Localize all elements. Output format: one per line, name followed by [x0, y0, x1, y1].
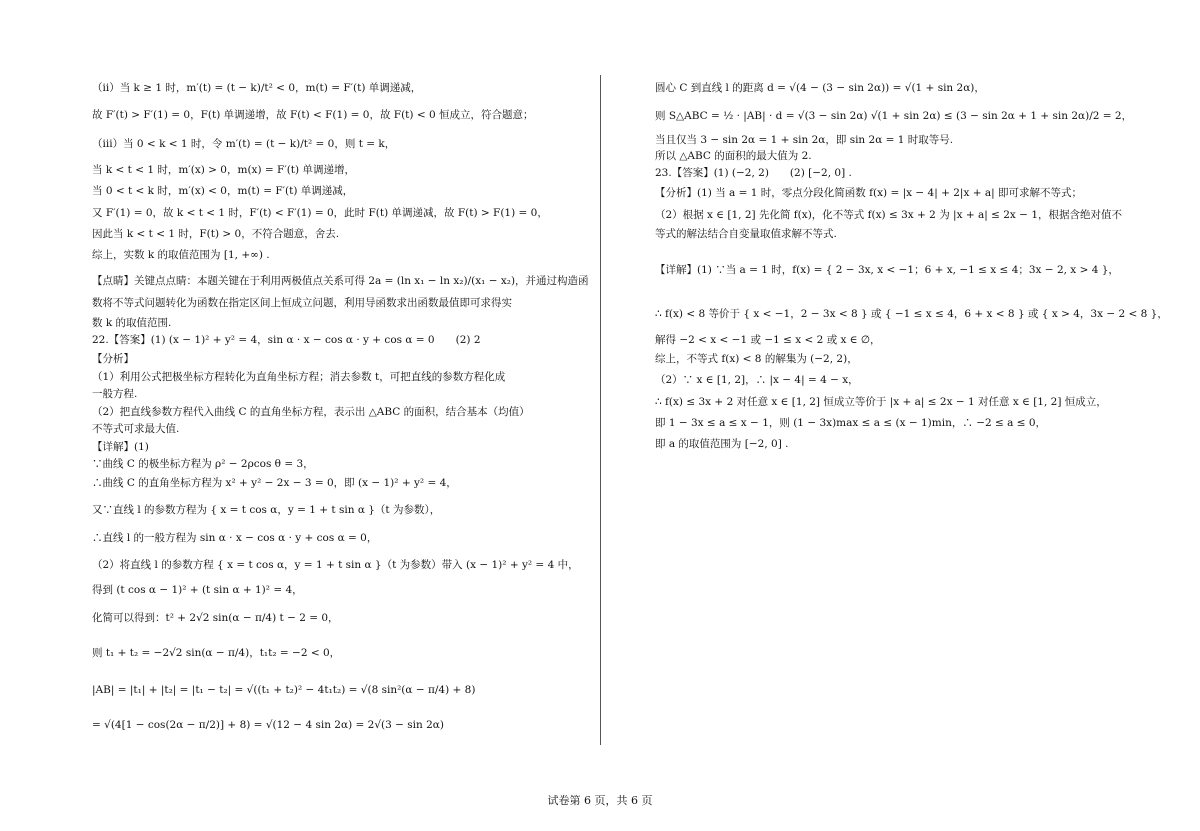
text-line: ∴ f(x) ≤ 3x + 2 对任意 x ∈ [1, 2] 恒成立等价于 |x + a| ≤ 2x − 1 对任意 x ∈ [1, 2] 恒成立，	[655, 396, 1107, 408]
text-line: 当 0 < t < k 时，m′(x) < 0，m(t) = F′(t) 单调递减，	[92, 185, 354, 197]
text-line: 解得 −2 < x < −1 或 −1 ≤ x < 2 或 x ∈ ∅，	[655, 334, 881, 346]
text-line: 数将不等式问题转化为函数在指定区间上恒成立问题，利用导函数求出函数最值即可求得实	[92, 297, 512, 309]
text-line: 【分析】(1) 当 a = 1 时，零点分段化简函数 f(x) = |x − 4| + 2|x + a| 即可求解不等式；	[655, 187, 1082, 199]
text-line: 【点睛】关键点点睛：本题关键在于利用两极值点关系可得 2a = (ln x₁ − ln x₂)/(x₁ − x₂)，并通过构造函	[92, 275, 589, 287]
text-line: 则 t₁ + t₂ = −2√2 sin(α − π/4)，t₁t₂ = −2 < 0，	[92, 647, 341, 659]
text-line: （2）将直线 l 的参数方程 { x = t cos α，y = 1 + t sin α }（t 为参数）带入 (x − 1)² + y² = 4 中，	[92, 559, 579, 571]
text-line: 圆心 C 到直线 l 的距离 d = √(4 − (3 − sin 2α)) = √(1 + sin 2α)，	[655, 82, 985, 94]
text-line: （2）∵ x ∈ [1, 2]，∴ |x − 4| = 4 − x，	[655, 374, 859, 386]
text-line: 当 k < t < 1 时，m′(x) > 0，m(x) = F′(t) 单调递增，	[92, 164, 355, 176]
text-line: 所以 △ABC 的面积的最大值为 2.	[655, 150, 812, 162]
text-line: 综上，不等式 f(x) < 8 的解集为 (−2, 2)，	[655, 353, 858, 365]
text-line: 【详解】(1) ∵当 a = 1 时，f(x) = { 2 − 3x, x < −1；6 + x, −1 ≤ x ≤ 4；3x − 2, x > 4 }，	[655, 264, 1119, 276]
text-line: |AB| = |t₁| + |t₂| = |t₁ − t₂| = √((t₁ + t₂)² − 4t₁t₂) = √(8 sin²(α − π/4) + 8)	[92, 684, 476, 696]
text-line: 又∵直线 l 的参数方程为 { x = t cos α，y = 1 + t sin α }（t 为参数），	[92, 504, 441, 516]
text-line: 数 k 的取值范围.	[92, 317, 172, 329]
text-line: 当且仅当 3 − sin 2α = 1 + sin 2α，即 sin 2α = 1 时取等号.	[655, 134, 954, 146]
text-line: = √(4[1 − cos(2α − π/2)] + 8) = √(12 − 4 sin 2α) = 2√(3 − sin 2α)	[92, 719, 444, 731]
page-footer: 试卷第 6 页，共 6 页	[547, 794, 653, 807]
text-line: （iii）当 0 < k < 1 时，令 m′(t) = (t − k)/t² = 0，则 t = k，	[92, 138, 396, 150]
text-line: ∴曲线 C 的直角坐标方程为 x² + y² − 2x − 3 = 0，即 (x − 1)² + y² = 4，	[92, 477, 457, 489]
text-line: 【分析】	[92, 353, 134, 365]
text-line: 则 S△ABC = ½ · |AB| · d = √(3 − sin 2α) √(1 + sin 2α) ≤ (3 − sin 2α + 1 + sin 2α)/2 = 2，	[655, 110, 1133, 122]
text-line: 综上，实数 k 的取值范围为 [1, +∞) .	[92, 249, 270, 261]
text-line: ∴直线 l 的一般方程为 sin α · x − cos α · y + cos α = 0，	[92, 532, 378, 544]
text-line: 化简可以得到：t² + 2√2 sin(α − π/4) t − 2 = 0，	[92, 612, 339, 624]
text-line: ∵曲线 C 的极坐标方程为 ρ² − 2ρcos θ = 3，	[92, 458, 314, 470]
text-line: （2）根据 x ∈ [1, 2] 先化简 f(x)，化不等式 f(x) ≤ 3x + 2 为 |x + a| ≤ 2x − 1，根据含绝对值不	[655, 209, 1122, 221]
text-line: 又 F′(1) = 0，故 k < t < 1 时，F′(t) < F′(1) = 0，此时 F(t) 单调递减，故 F(t) > F(1) = 0，	[92, 207, 548, 219]
text-line: （ii）当 k ≥ 1 时，m′(t) = (t − k)/t² < 0，m(t) = F′(t) 单调递减，	[92, 82, 422, 94]
text-line: 因此当 k < t < 1 时，F(t) > 0，不符合题意，舍去.	[92, 228, 340, 240]
text-line: 即 a 的取值范围为 [−2, 0] .	[655, 438, 789, 450]
text-line: 23.【答案】(1) (−2, 2) (2) [−2, 0] .	[655, 167, 852, 179]
text-line: 即 1 − 3x ≤ a ≤ x − 1，则 (1 − 3x)max ≤ a ≤ (x − 1)min，∴ −2 ≤ a ≤ 0，	[655, 417, 1047, 429]
text-line: 一般方程.	[92, 388, 138, 400]
text-line: 故 F′(t) > F′(1) = 0，F(t) 单调递增，故 F(t) < F(1) = 0，故 F(t) < 0 恒成立，符合题意；	[92, 109, 534, 121]
text-line: 不等式可求最大值.	[92, 423, 180, 435]
text-line: （2）把直线参数方程代入曲线 C 的直角坐标方程，表示出 △ABC 的面积，结合基本（均值）	[92, 406, 530, 418]
text-line: 【详解】(1)	[92, 441, 149, 453]
text-line: （1）利用公式把极坐标方程转化为直角坐标方程；消去参数 t，可把直线的参数方程化成	[92, 371, 506, 383]
text-line: 等式的解法结合自变量取值求解不等式.	[655, 228, 837, 240]
text-line: ∴ f(x) < 8 等价于 { x < −1，2 − 3x < 8 } 或 { −1 ≤ x ≤ 4，6 + x < 8 } 或 { x > 4，3x − 2 < 8 }，	[655, 308, 1168, 320]
text-line: 得到 (t cos α − 1)² + (t sin α + 1)² = 4，	[92, 584, 303, 596]
column-divider	[600, 75, 601, 745]
text-line: 22.【答案】(1) (x − 1)² + y² = 4，sin α · x − cos α · y + cos α = 0 (2) 2	[92, 334, 481, 346]
